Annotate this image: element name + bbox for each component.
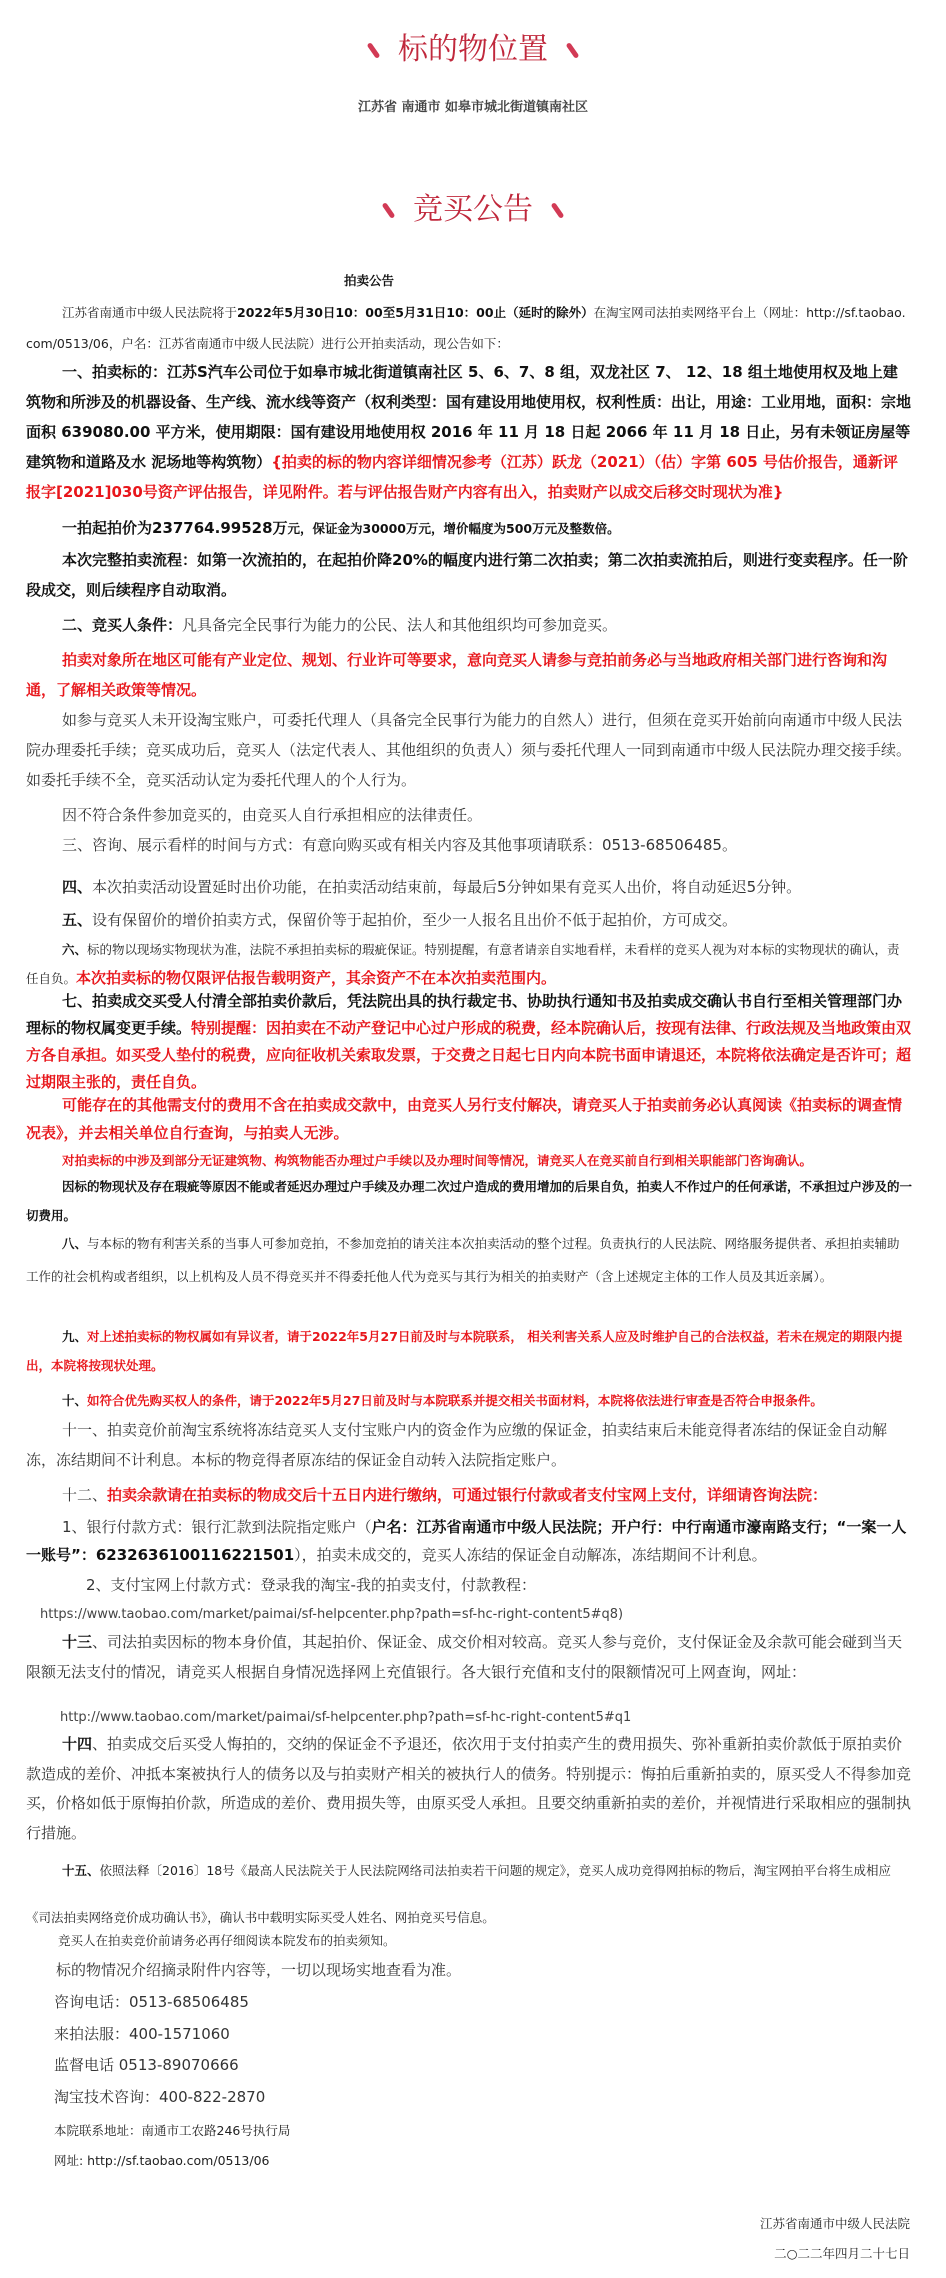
paragraph-text: 本次拍卖活动设置延时出价功能，在拍卖活动结束前，每最后5分钟如果有竞买人出价，将自动延迟5分钟。 xyxy=(92,878,802,896)
location-heading xyxy=(0,30,946,70)
notice-paragraph xyxy=(26,705,912,795)
decor-dash-icon xyxy=(367,42,381,59)
decor-dash-icon xyxy=(382,202,396,219)
notice-paragraph xyxy=(26,297,912,359)
notice-paragraph xyxy=(40,1599,912,1629)
highlight-text: 如符合优先购买权人的条件，请于2022年5月27日前及时与本院联系并提交相关书面材料，本院将依法进行审查是否符合申报条件。 xyxy=(87,1393,823,1408)
notice-heading xyxy=(0,190,946,230)
highlight-text: 本次拍卖标的物仅限评估报告载明资产，其余资产不在本次拍卖范围内。 xyxy=(76,969,557,987)
paragraph-text: 、司法拍卖因标的物本身价值，其起拍价、保证金、成交价相对较高。竞买人参与竞价，支付保证金及余款可能会碰到当天限额无法支付的情况，请竞买人根据自身情况选择网上充值银行。各大银行充值和支付的限额情况可上网查询，网址： xyxy=(26,1633,903,1681)
paragraph-text: 七、拍卖成交买受人付清全部拍卖价款后，凭法院出具的执行裁定书、协助执行通知书及拍卖成交确认书自行至相关管理部门办理标的物权属变更手续。 xyxy=(26,992,903,1037)
notice-paragraph xyxy=(26,1415,912,1475)
notice-paragraph xyxy=(26,645,912,705)
paragraph-text: 、拍卖成交后买受人悔拍的，交纳的保证金不予退还，依次用于支付拍卖产生的费用损失、弥补重新拍卖价款低于原拍卖价款造成的差价、冲抵本案被执行人的债务以及与拍卖财产相关的被执行人的债务。特别提示：悔拍后重新拍卖的，原买受人不得参加竞买，价格如低于原悔拍价款，所造成的差价、费用损失等，由原买受人承担。且要交纳重新拍卖的差价，并视情进行采取相应的强制执行措施。 xyxy=(26,1735,912,1842)
paragraph-text: 江苏省南通市中级人民法院 xyxy=(759,2216,910,2231)
notice-paragraph xyxy=(26,1172,912,1230)
paragraph-text: 竞买人在拍卖竞价前请务必再仔细阅读本院发布的拍卖须知。 xyxy=(58,1933,396,1948)
paragraph-text: 本次完整拍卖流程：如第一次流拍的，在起拍价降20%的幅度内进行第二次拍卖；第二次拍卖流拍后，则进行变卖程序。任一阶段成交，则后续程序自动取消。 xyxy=(26,551,908,599)
notice-paragraph xyxy=(62,513,912,544)
paragraph-text: 来拍法服：400-1571060 xyxy=(54,2025,230,2043)
paragraph-text: https://www.taobao.com/market/paimai/sf-helpcenter.php?path=sf-hc-right-content5#q8) xyxy=(40,1607,624,1622)
notice-paragraph xyxy=(54,2050,912,2080)
paragraph-text: 三、咨询、展示看样的时间与方式：有意向购买或有相关内容及其他事项请联系：0513-68506485。 xyxy=(62,836,737,854)
notice-paragraph xyxy=(26,1322,912,1380)
notice-paragraph xyxy=(54,2019,912,2049)
paragraph-text: http://www.taobao.com/market/paimai/sf-helpcenter.php?path=sf-hc-right-content5#q1 xyxy=(60,1710,632,1725)
paragraph-text: 十三 xyxy=(62,1633,93,1651)
highlight-text: 特别提醒：因拍卖在不动产登记中心过户形成的税费，经本院确认后，按现有法律、行政法规及当地政策由双方各自承担。如买受人垫付的税费，应向征收机关索取发票，于交费之日起七日内向本院书面申请退还，本院将依法确定是否许可；超过期限主张的，责任自负。 xyxy=(26,1019,912,1091)
paragraph-text: 如参与竞买人未开设淘宝账户，可委托代理人（具备完全民事行为能力的自然人）进行，但须在竞买开始前向南通市中级人民法院办理委托手续；竞买成功后，竞买人（法定代表人、其他组织的负责人）须与委托代理人一同到南通市中级人民法院办理交接手续。如委托手续不全，竞买活动认定为委托代理人的个人行为。 xyxy=(26,711,912,789)
paragraph-text: 网址: http://sf.taobao.com/0513/06 xyxy=(54,2153,270,2168)
paragraph-text: 因标的物现状及存在瑕疵等原因不能或者延迟办理过户手续及办理二次过户造成的费用增加的后果自负，拍卖人不作过户的任何承诺，不承担过户涉及的一切费用。 xyxy=(26,1179,913,1223)
paragraph-text: 元，保证金为30000万元，增价幅度为500万元及整数倍。 xyxy=(287,521,620,536)
notice-paragraph xyxy=(344,270,912,291)
notice-paragraph xyxy=(56,1956,912,1984)
paragraph-text: 八、 xyxy=(62,1236,88,1251)
notice-paragraph xyxy=(26,1147,912,1174)
notice-paragraph xyxy=(26,1385,912,1416)
notice-paragraph xyxy=(54,2082,912,2112)
paragraph-text: 依照法释〔2016〕18号《最高人民法院关于人民法院网络司法拍卖若干问题的规定》，竞买人成功竞得网拍标的物后，淘宝网拍平台将生成相应《司法拍卖网络竞价成功确认书》，确认书中载明实际买受人姓名、网拍竞买号信息。 xyxy=(26,1863,891,1925)
notice-paragraph xyxy=(58,1926,912,1955)
paragraph-text: 十、 xyxy=(62,1393,88,1408)
paragraph-text: 五、 xyxy=(62,911,93,929)
paragraph-text: 十一、拍卖竞价前淘宝系统将冻结竞买人支付宝账户内的资金作为应缴的保证金，拍卖结束后未能竞得者冻结的保证金自动解冻，冻结期间不计利息。本标的物竞得者原冻结的保证金自动转入法院指定账户。 xyxy=(26,1421,888,1469)
notice-paragraph xyxy=(26,800,912,830)
notice-paragraph xyxy=(50,1570,912,1600)
paragraph-text: 2022年5月30日10：00至5月31日10：00止（延时的除外） xyxy=(237,305,594,320)
notice-paragraph xyxy=(26,905,912,935)
notice-paragraph xyxy=(26,2241,910,2266)
paragraph-text: 因不符合条件参加竞买的，由竞买人自行承担相应的法律责任。 xyxy=(62,806,483,824)
paragraph-text: 二○二二年四月二十七日 xyxy=(774,2246,910,2261)
paragraph-text: 六、 xyxy=(62,942,88,957)
highlight-text: 对上述拍卖标的物权属如有异议者，请于2022年5月27日前及时与本院联系， 相关利害关系人应及时维护自己的合法权益，若未在规定的期限内提出，本院将按现状处理。 xyxy=(26,1329,903,1373)
paragraph-text: 江苏省南通市中级人民法院将于 xyxy=(62,305,238,320)
notice-paragraph xyxy=(26,872,912,902)
notice-paragraph xyxy=(26,1227,912,1293)
notice-paragraph xyxy=(26,2211,910,2236)
notice-paragraph xyxy=(26,545,912,605)
notice-paragraph xyxy=(26,1091,912,1147)
paragraph-text: 户名：江苏省南通市中级人民法院；开户行：中行南通市濠南路支行；“一案一人一账号”：6232636100116221501 xyxy=(26,1518,907,1564)
decor-dash-icon xyxy=(566,42,580,59)
paragraph-text: 在淘宝网司法拍卖网络平台上（网址：http://sf.taobao.com/0513/06，户名：江苏省南通市中级人民法院）进行公开拍卖活动，现公告如下： xyxy=(26,305,906,351)
notice-title: 竞买公告 xyxy=(413,192,533,227)
paragraph-text: 设有保留价的增价拍卖方式，保留价等于起拍价，至少一人报名且出价不低于起拍价，方可成交。 xyxy=(92,911,738,929)
highlight-text: 对拍卖标的中涉及到部分无证建筑物、构筑物能否办理过户手续以及办理时间等情况，请竞买人在竞买前自行到相关职能部门咨询确认。 xyxy=(62,1153,813,1168)
notice-paragraph xyxy=(26,1627,912,1687)
paragraph-text: 十五、 xyxy=(62,1863,100,1878)
notice-paragraph xyxy=(26,357,912,507)
paragraph-text: 一拍起拍价为237764.99528万 xyxy=(62,519,288,537)
highlight-text: 拍卖对象所在地区可能有产业定位、规划、行业许可等要求，意向竞买人请参与竞拍前务必与当地政府相关部门进行咨询和沟通，了解相关政策等情况。 xyxy=(26,651,888,699)
notice-paragraph xyxy=(26,935,912,993)
paragraph-text: 与本标的物有利害关系的当事人可参加竞拍，不参加竞拍的请关注本次拍卖活动的整个过程。负责执行的人民法院、网络服务提供者、承担拍卖辅助工作的社会机构或者组织，以上机构及人员不得竞买并不得委托他人代为竞买与其行为相关的拍卖财产（含上述规定主体的工作人员及其近亲属）。 xyxy=(26,1236,900,1284)
location-title: 标的物位置 xyxy=(398,32,548,67)
paragraph-text: 拍卖公告 xyxy=(344,273,395,288)
paragraph-text: ），拍卖未成交的，竞买人冻结的保证金自动解冻，冻结期间不计利息。 xyxy=(294,1546,767,1564)
notice-paragraph xyxy=(26,1730,912,1848)
paragraph-text: 九、 xyxy=(62,1329,88,1344)
highlight-text: 可能存在的其他需支付的费用不含在拍卖成交款中，由竞买人另行支付解决，请竞买人于拍卖前务必认真阅读《拍卖标的调查情况表》，并去相关单位自行查询，与拍卖人无涉。 xyxy=(26,1096,903,1142)
notice-paragraph xyxy=(26,988,912,1096)
paragraph-text: 十四 xyxy=(62,1735,93,1753)
paragraph-text: 本院联系地址：南通市工农路246号执行局 xyxy=(54,2123,291,2138)
paragraph-text: 监督电话 0513-89070666 xyxy=(54,2056,239,2074)
paragraph-text: 凡具备完全民事行为能力的公民、法人和其他组织均可参加竞买。 xyxy=(182,616,618,634)
paragraph-text: 淘宝技术咨询：400-822-2870 xyxy=(54,2088,266,2106)
notice-paragraph xyxy=(60,1702,912,1732)
paragraph-text: 咨询电话：0513-68506485 xyxy=(54,1993,249,2011)
paragraph-text: 十二、 xyxy=(62,1486,108,1504)
location-address: 江苏省 南通市 如皋市城北街道镇南社区 xyxy=(357,100,589,115)
notice-paragraph xyxy=(26,1513,912,1569)
paragraph-text: 2、支付宝网上付款方式：登录我的淘宝-我的拍卖支付，付款教程： xyxy=(86,1576,536,1594)
paragraph-text: 1、银行付款方式：银行汇款到法院指定账户（ xyxy=(62,1518,372,1536)
notice-paragraph xyxy=(54,2118,912,2143)
notice-paragraph xyxy=(26,1480,912,1510)
paragraph-text: 一、拍卖标的：江苏S汽车公司位于如皋市城北街道镇南社区 5、6、7、8 组，双龙社区 7、 12、18 组土地使用权及地上建筑物和所涉及的机器设备、生产线、流水线等资产（权利类型：国有建设用地使用权，权利性质：出让，用途：工业用地，面积：宗地面积 639080.00 平方米，使用期限：国有建设用地使用权 2016 年 11 月 18 日起 2066 年 11 月 18 日止，另有未领证房屋等建筑物和道路及水 泥场地等构筑物） xyxy=(26,363,912,471)
highlight-text: 拍卖余款请在拍卖标的物成交后十五日内进行缴纳，可通过银行付款或者支付宝网上支付，详细请咨询法院： xyxy=(107,1486,828,1504)
notice-paragraph xyxy=(54,1987,912,2017)
notice-paragraph xyxy=(54,2148,912,2173)
notice-paragraph xyxy=(26,610,912,640)
decor-dash-icon xyxy=(551,202,565,219)
paragraph-text: 标的物以现场实物现状为准，法院不承担拍卖标的瑕疵保证。特别提醒，有意者请亲自实地看样，未看样的竞买人视为对本标的实物现状的确认，责任自负。 xyxy=(26,942,900,986)
paragraph-text: 标的物情况介绍摘录附件内容等，一切以现场实地查看为准。 xyxy=(56,1961,462,1979)
paragraph-text: 四、 xyxy=(62,878,93,896)
highlight-text: {拍卖的标的物内容详细情况参考（江苏）跃龙（2021）（估）字第 605 号估价报告，通新评报字[2021]030号资产评估报告，详见附件。若与评估报告财产内容有出入，拍卖财产以成交后移交时现状为准} xyxy=(26,453,898,501)
paragraph-text: 二、竞买人条件： xyxy=(62,616,183,634)
notice-paragraph xyxy=(26,830,912,860)
